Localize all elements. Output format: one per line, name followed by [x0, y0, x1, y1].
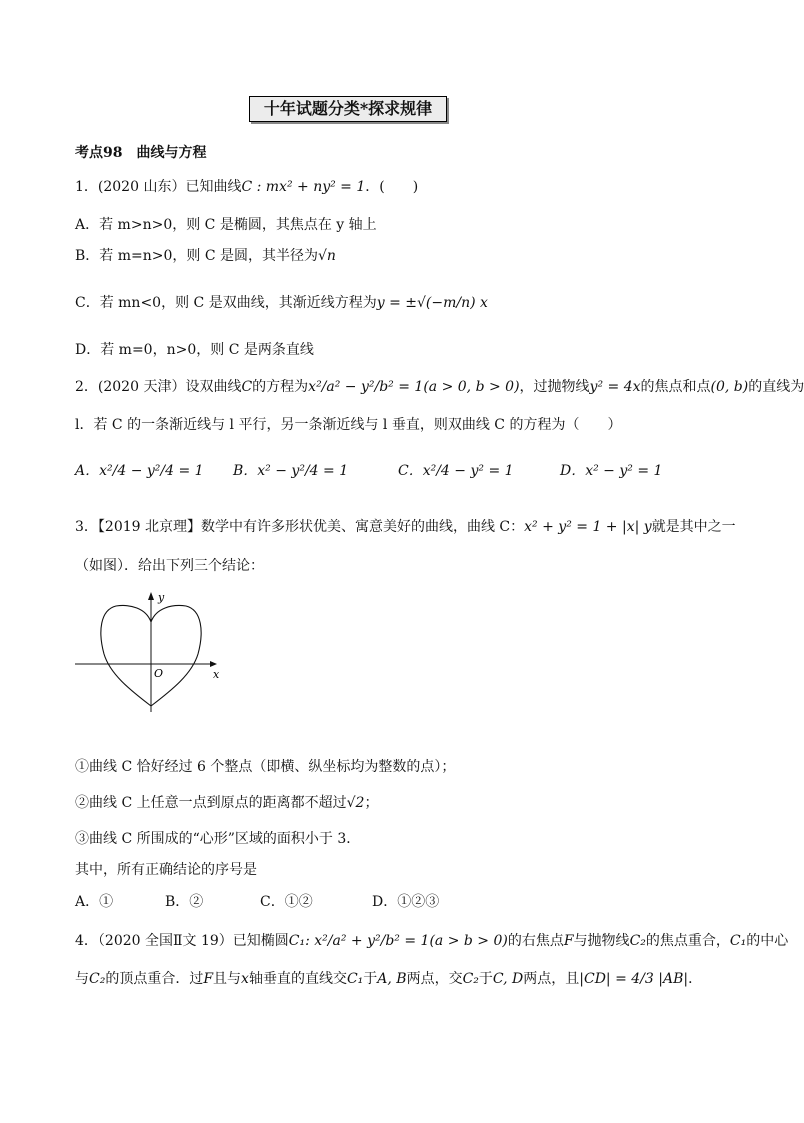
heart-curve-figure — [70, 588, 230, 718]
q3-question: 其中，所有正确结论的序号是 — [75, 862, 257, 878]
q4-line1-formula: C₁: x²/a² + y²/b² = 1(a > b > 0) — [288, 933, 508, 949]
q4-line1-mid2: 与抛物线 — [573, 933, 630, 949]
x-axis-arrow — [210, 661, 217, 667]
q2-line1-mid1: 的方程为 — [252, 379, 309, 395]
q2-line1-formula2: y² = 4x — [589, 379, 641, 395]
q4-line1-end: 的中心 — [746, 933, 789, 949]
q4-line2-AB: A, B — [377, 971, 407, 987]
q2-option-d: D．x² − y² = 1 — [560, 463, 663, 479]
q2-line1-mid2: ，过抛物线 — [519, 379, 590, 395]
q3-conclusion-2-text: ②曲线 C 上任意一点到原点的距离都不超过 — [75, 795, 347, 811]
q4-line2-C2b: C₂ — [462, 971, 479, 987]
q3-conclusion-2-formula: √2 — [346, 795, 365, 811]
q3-line1 — [75, 518, 736, 536]
q2-line2: l．若 C 的一条渐近线与 l 平行，另一条渐近线与 l 垂直，则双曲线 C 的方程为（ ） — [75, 417, 622, 433]
q4-line2-C1: C₁ — [346, 971, 364, 987]
q3-option-a: A．① — [75, 894, 114, 910]
q4-line1-mid: 的右焦点 — [507, 933, 564, 949]
section-title: 考点98 曲线与方程 — [75, 145, 207, 161]
q4-line1-prefix: 4．（2020 全国Ⅱ文 19）已知椭圆 — [75, 933, 289, 949]
q3-line2: （如图）．给出下列三个结论： — [75, 558, 264, 574]
q4-line1-C1: C₁ — [729, 933, 747, 949]
q4-line2-end: ． — [688, 971, 703, 987]
q3-conclusion-3: ③曲线 C 所围成的“心形”区域的面积小于 3． — [75, 831, 361, 847]
q3-conclusion-1: ①曲线 C 恰好经过 6 个整点（即横、纵坐标均为整数的点）； — [75, 759, 456, 775]
q3-line1-formula: x² + y² = 1 + |x| y — [524, 519, 652, 535]
q2-line1-prefix: 2．(2020 天津）设双曲线 — [75, 379, 242, 395]
q4-line2-mid: 的顶点重合．过 — [105, 971, 204, 987]
q2-line1: 2．(2020 天津）设双曲线C的方程为x²/a² − y²/b² = 1(a > 0, b > 0)，过抛物线y² = 4x的焦点和点(0, b)的直线为 — [75, 379, 804, 395]
q1-stem-prefix: 1．(2020 山东）已知曲线 — [75, 179, 242, 195]
q1-option-d: D．若 m=0，n>0，则 C 是两条直线 — [75, 342, 314, 358]
q2-line1-mid3: 的焦点和点 — [640, 379, 711, 395]
q1-option-b-formula: √n — [318, 248, 336, 264]
q2-option-a: A．x²/4 − y²/4 = 1 — [75, 463, 204, 479]
q4-line1-suffix: 的焦点重合， — [645, 933, 730, 949]
q4-line2-mid3: 轴垂直的直线交 — [248, 971, 347, 987]
q4-line2-CD: C, D — [492, 971, 524, 987]
q4-line2-x: x — [241, 971, 249, 987]
q2-option-b: B．x² − y²/4 = 1 — [233, 463, 349, 479]
q4-line2-mid6: 于 — [478, 971, 493, 987]
q1-stem-suffix: ．( ) — [365, 179, 419, 195]
q1-option-b — [75, 247, 336, 265]
y-axis-label: y — [158, 591, 165, 604]
q3-line1-prefix: 3．【2019 北京理】数学中有许多形状优美、寓意美好的曲线，曲线 C： — [75, 519, 525, 535]
q1-option-a: A．若 m>n>0，则 C 是椭圆，其焦点在 y 轴上 — [75, 217, 377, 233]
q3-conclusion-2-suffix: ； — [364, 795, 379, 811]
q3-conclusion-2 — [75, 794, 378, 812]
q3-option-d: D．①②③ — [372, 894, 440, 910]
q1-option-c-text: C．若 mn<0，则 C 是双曲线，其渐近线方程为 — [75, 295, 377, 311]
y-axis-arrow — [148, 592, 154, 600]
q2-line1-formula: x²/a² − y²/b² = 1(a > 0, b > 0) — [308, 379, 520, 395]
q4-line1-C2: C₂ — [629, 933, 646, 949]
origin-label: O — [154, 667, 164, 680]
q3-option-c: C．①② — [260, 894, 313, 910]
q4-line1-F: F — [563, 933, 574, 949]
q2-line1-formula3: (0, b) — [710, 379, 749, 395]
q4-line2-mid2: 且与 — [213, 971, 242, 987]
q2-option-c: C．x²/4 − y² = 1 — [398, 463, 514, 479]
q4-line2-F: F — [203, 971, 214, 987]
q4-line2-mid4: 于 — [363, 971, 378, 987]
q4-line2-formula: |CD| = 4/3 |AB| — [579, 971, 689, 987]
q4-line2 — [75, 970, 702, 988]
q3-line1-suffix: 就是其中之一 — [651, 519, 736, 535]
q1-stem-formula: C : mx² + ny² = 1 — [241, 179, 366, 195]
q3-option-b: B．② — [165, 894, 204, 910]
q4-line1 — [75, 932, 788, 950]
q1-option-c — [75, 294, 488, 312]
q1-option-b-text: B．若 m=n>0，则 C 是圆，其半径为 — [75, 248, 319, 264]
page-title: 十年试题分类*探求规律 — [249, 96, 447, 122]
q4-line2-C2: C₂ — [89, 971, 106, 987]
q1-option-c-formula: y = ±√(−m/n) x — [376, 295, 488, 311]
q4-line2-mid5: 两点，交 — [406, 971, 463, 987]
q4-line2-prefix: 与 — [75, 971, 89, 987]
q2-line1-suffix: 的直线为 — [748, 379, 804, 395]
q4-line2-mid7: 两点，且 — [523, 971, 580, 987]
x-axis-label: x — [213, 668, 220, 681]
q1-stem — [75, 178, 418, 196]
